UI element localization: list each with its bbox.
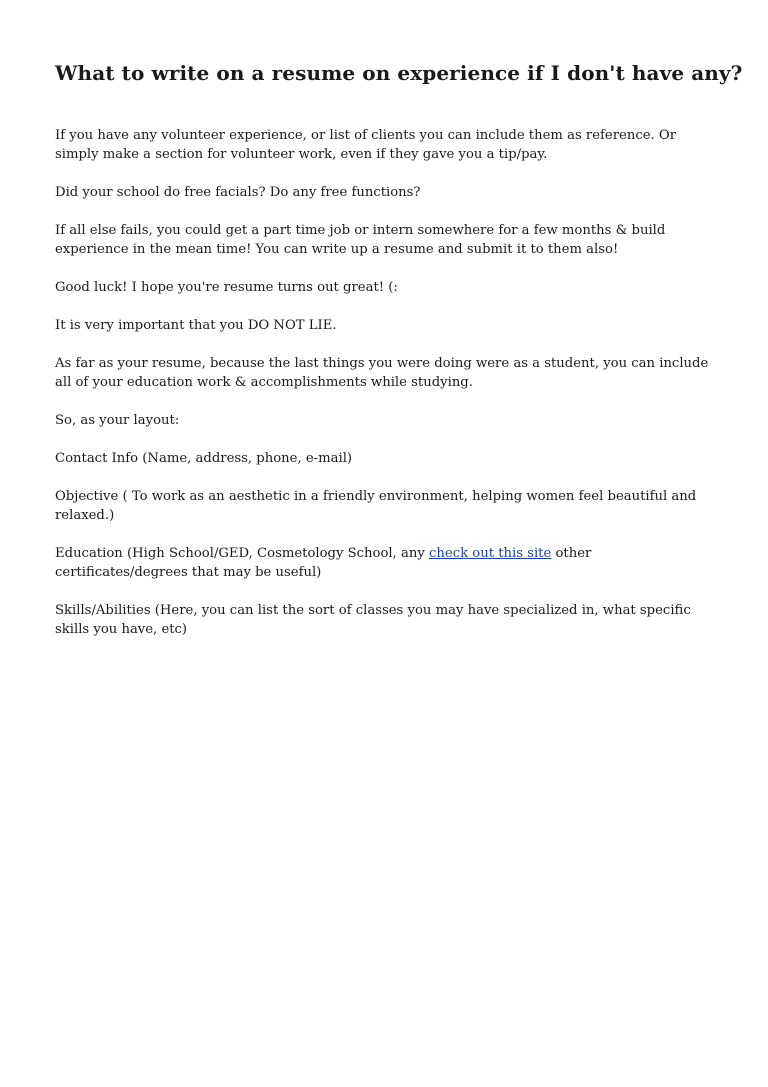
paragraph-do-not-lie: It is very important that you DO NOT LIE. [55,318,337,333]
education-text-after: other certificates/degrees that may be useful) [55,546,592,580]
paragraph-contact-info: Contact Info (Name, address, phone, e-mail) [55,451,353,466]
document-title: What to write on a resume on experience if I don't have any? [55,61,743,85]
paragraph-volunteer: If you have any volunteer experience, or list of clients you can include them as reference. Or simply make a section for volunteer work, even if they gave you a tip/pay. [55,128,677,162]
education-text-before: Education (High School/GED, Cosmetology School, any [55,546,430,561]
paragraph-school-facials: Did your school do free facials? Do any free functions? [55,185,421,200]
paragraph-part-time-job: If all else fails, you could get a part time job or intern somewhere for a few months & build experience in the mean time! You can write up a resume and submit it to them also! [55,223,666,257]
document-page [55,58,743,658]
paragraph-objective: Objective ( To work as an aesthetic in a friendly environment, helping women feel beautiful and relaxed.) [55,489,697,523]
paragraph-education [55,544,715,582]
paragraph-student-education: As far as your resume, because the last things you were doing were as a student, you can include all of your education work & accomplishments while studying. [55,356,709,390]
paragraph-skills: Skills/Abilities (Here, you can list the sort of classes you may have specialized in, what specific skills you have, etc) [55,603,691,637]
paragraph-layout-intro: So, as your layout: [55,413,180,428]
check-out-site-link[interactable]: check out this site [429,546,552,561]
paragraph-good-luck: Good luck! I hope you're resume turns out great! (: [55,280,398,295]
